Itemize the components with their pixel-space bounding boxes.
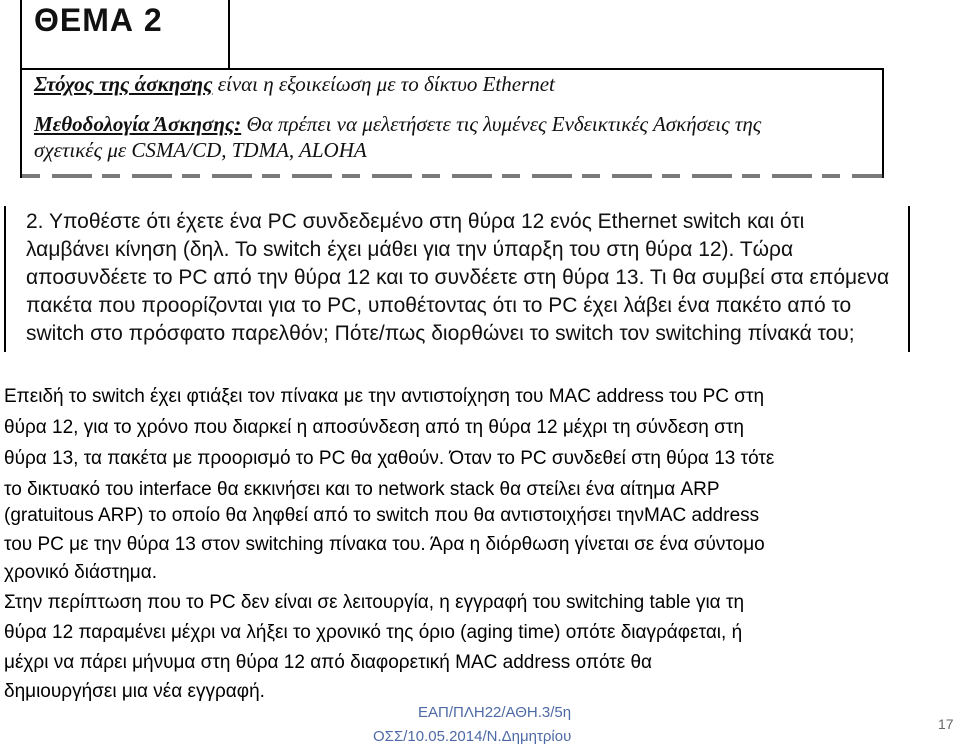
goal-text: είναι η εξοικείωση με το δίκτυο Ethernet	[217, 72, 555, 96]
goal-label: Στόχος της άσκησης	[34, 72, 213, 96]
question-box	[4, 206, 910, 352]
answer-line: θύρα 12, για το χρόνο που διαρκεί η αποσύνδεση από τη θύρα 12 μέχρι τη σύνδεση στη	[4, 417, 744, 438]
question-line: 2. Υποθέστε ότι έχετε ένα PC συνδεδεμένο στη θύρα 12 ενός Ethernet switch και ότι	[26, 210, 805, 233]
cropped-text-remnant	[22, 174, 884, 178]
answer-line: (gratuitous ARP) το οποίο θα ληφθεί από το switch που θα αντιστοιχήσει τηνMAC address	[4, 505, 760, 526]
answer-line: το δικτυακό του interface θα εκκινήσει και το network stack θα στείλει ένα αίτημα ARP	[4, 479, 720, 500]
question-line: πακέτα που προορίζονται για το PC, υποθέτοντας ότι το PC έχει λάβει ένα πακέτο από το	[26, 294, 852, 317]
goal-box	[20, 68, 884, 178]
footer-session-date: ΟΣΣ/10.05.2014/Ν.Δημητρίου	[373, 728, 572, 745]
answer-line: δημιουργήσει μια νέα εγγραφή.	[4, 681, 265, 702]
answer-line: του PC με την θύρα 13 στον switching πίνακα του. Άρα η διόρθωση γίνεται σε ένα σύντομο	[4, 534, 765, 555]
slide-number: 17	[938, 716, 954, 732]
assignment-header	[20, 0, 884, 178]
answer-line: θύρα 12 παραμένει μέχρι να λήξει το χρονικό της όριο (aging time) οπότε διαγράφεται, ή	[4, 622, 743, 643]
footer-course-code: ΕΑΠ/ΠΛΗ22/ΑΘΗ.3/5η	[418, 704, 572, 721]
question-line: αποσυνδέετε το PC από την θύρα 12 και το συνδέετε στη θύρα 13. Τι θα συμβεί στα επόμενα	[26, 266, 890, 289]
method-text-1: Θα πρέπει να μελετήσετε τις λυμένες Ενδεικτικές Ασκήσεις της	[246, 112, 762, 136]
method-label: Μεθοδολογία Άσκησης:	[34, 112, 242, 136]
answer-line: μέχρι να πάρει μήνυμα στη θύρα 12 από διαφορετική MAC address οπότε θα	[4, 652, 653, 673]
goal-line	[34, 72, 555, 97]
theme-box	[20, 0, 230, 68]
question-line: λαμβάνει κίνηση (δηλ. Το switch έχει μάθει για την ύπαρξη του στη θύρα 12). Τώρα	[26, 238, 794, 261]
answer-line: θύρα 13, τα πακέτα με προορισμό το PC θα χαθούν. Όταν το PC συνδεθεί στη θύρα 13 τότε	[4, 448, 775, 469]
question-line: switch στο πρόσφατο παρελθόν; Πότε/πως διορθώνει το switch τον switching πίνακά του;	[26, 322, 855, 345]
answer-line: Στην περίπτωση που το PC δεν είναι σε λειτουργία, η εγγραφή του switching table για τη	[4, 592, 745, 613]
method-line-2: σχετικές με CSMA/CD, TDMA, ALOHA	[34, 138, 367, 162]
answer-line: χρονικό διάστημα.	[4, 562, 157, 583]
method-line-1	[34, 112, 761, 137]
theme-title: ΘΕΜΑ 2	[34, 2, 163, 38]
answer-line: Επειδή το switch έχει φτιάξει τον πίνακα με την αντιστοίχηση του MAC address του PC στη	[4, 386, 765, 407]
